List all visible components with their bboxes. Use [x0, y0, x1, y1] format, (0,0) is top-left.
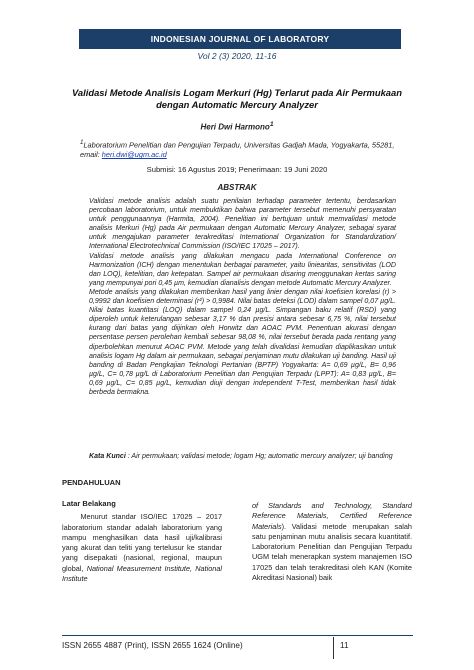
left-column-plain-text: Menurut standar ISO/IEC 17025 – 2017 laboratorium standar adalah laboratorium yang mampu menghasilkan data hasil uji/kalibrasi yang akurat dan teliti yang tertelusur ke standar yang disepakati (nasional, regional, maupun global, — [62, 512, 222, 573]
section-heading: PENDAHULUAN — [62, 478, 121, 487]
page-number: 11 — [340, 641, 349, 650]
right-column — [252, 501, 412, 583]
footer-issn: ISSN 2655 4887 (Print), ISSN 2655 1624 (Online) — [62, 641, 243, 650]
journal-banner — [79, 29, 401, 49]
keywords-label: Kata Kunci — [89, 453, 126, 460]
author-email-link[interactable]: heri.dwi@ugm.ac.id — [101, 150, 167, 160]
subsection-heading: Latar Belakang — [62, 499, 116, 508]
title-line-1: Validasi Metode Analisis Logam Merkuri (Hg) Terlarut pada Air Permukaan — [72, 87, 402, 98]
submission-dates: Submisi: 16 Agustus 2019; Penerimaan: 19 Juni 2020 — [146, 165, 328, 174]
footer-divider — [62, 635, 413, 636]
footer-separator — [333, 637, 334, 659]
right-column-paragraph — [252, 501, 412, 583]
abstract-body — [89, 197, 396, 397]
author-name: Heri Dwi Harmono — [200, 122, 270, 132]
article-title — [60, 87, 414, 111]
title-line-2-prefix: dengan — [156, 99, 192, 110]
affiliation-superscript: 1 — [80, 139, 84, 146]
title-line-2-emphasis: Automatic Mercury Analyzer — [191, 99, 318, 110]
right-column-plain-text: ). Validasi metode merupakan salah satu penjaminan mutu analisis secara kuantitatif. Laboratorium Penelitian dan Pengujian Terpadu UGM telah menerapkan system manajemen ISO 17025 dan telah terakreditasi oleh KAN (Komite Akreditasi Nasional) baik — [252, 521, 412, 583]
title-line-2 — [60, 99, 414, 111]
author-superscript: 1 — [269, 121, 274, 128]
keywords-text: : Air permukaan; validasi metode; logam Hg; automatic mercury analyzer; uji banding — [125, 453, 393, 460]
left-column — [62, 499, 222, 584]
affiliation-text: Laboratorium Penelitian dan Pengujian Terpadu, Universitas Gadjah Mada, Yogyakarta, 55281, email: — [80, 140, 395, 160]
volume-info: Vol 2 (3) 2020, 11-16 — [197, 51, 277, 61]
affiliation — [80, 138, 410, 160]
abstract-paragraph: Validasi metode analisis adalah suatu penilaian terhadap parameter tertentu, berdasarkan percobaan laboratorium, untuk membuktikan bahwa parameter tersebut memenuhi persyaratan untuk penggunaannya (Harmita, 2004). Penelitian ini bertujuan untuk memvalidasi metode analisis Merkuri (Hg) pada Air permukaan dengan Automatic Mercury Analyzer, sebagai syarat untuk mengajukan parameter terakreditasi International Organization for Standardization/ International Electrotechnical Commission (ISO/IEC 17025 – 2017). — [89, 198, 396, 251]
left-column-paragraph — [62, 512, 222, 584]
author — [0, 121, 474, 132]
right-column-italic-text: of Standards and Technology, Standard Reference Materials, Certified Reference Materials — [252, 501, 412, 531]
abstract-paragraph: Validasi metode analisis yang dilakukan mengacu pada International Conference on Harmonization (ICH) dengan menentukan berbagai parameter, yaitu liniearitas, sensitivitas (LOD dan LOQ), ketelitian, dan ketepatan. Sampel air permukaan disaring menggunakan kertas saring yang mempunyai pori 0,45 µm, kemudian dianalisis dengan metode Automatic Mercury Analyzer. — [89, 252, 396, 287]
keywords — [89, 452, 396, 461]
journal-name: INDONESIAN JOURNAL OF LABORATORY — [150, 34, 330, 44]
left-column-italic-text: National Measurement Institute, National Institute — [62, 563, 223, 584]
abstract-paragraph: Metode analisis yang dilakukan memberikan hasil yang linier dengan nilai koefisien korelasi (r) > 0,9992 dan koefisien determinasi (r²) > 0,9984. Nilai batas deteksi (LOD) dalam sampel 0,07 µg/L. Nilai batas kuantitasi (LOQ) dalam sampel 0,24 µg/L. Simpangan baku relatif (RSD) yang diperoleh untuk keterulangan sebesar 3,17 % dan presisi antara sebesar 6,75 %, nilai tersebut kurang dari batas yang diijinkan oleh Horwitz dan AOAC PVM. Penentuan akurasi dengan persentase persen perolehan kembali sebesar 98,08 %, nilai tersebut berada pada rentang yang diperbolehkan menurut AOAC PVM. Metode yang telah divalidasi kemudian diaplikasikan untuk analisis logam Hg dalam air permukaan, sebagai penjaminan mutu dilakukan uji banding. Hasil uji banding di Badan Pengkajian Teknologi Pertanian (BPTP) Yogyakarta: A= 0,69 µg/L, B= 0,96 µg/L, C= 0,78 µg/L di Laboratorium Penelitian dan Pengujian Terpadu (LPPT): A= 0,83 µg/L, B= 0,69 µg/L, C= 0,85 µg/L, kemudian diuji dengan independent T-Test, memberikan hasil tidak berbeda bermakna. — [89, 288, 396, 396]
abstract-heading: ABSTRAK — [217, 183, 257, 192]
